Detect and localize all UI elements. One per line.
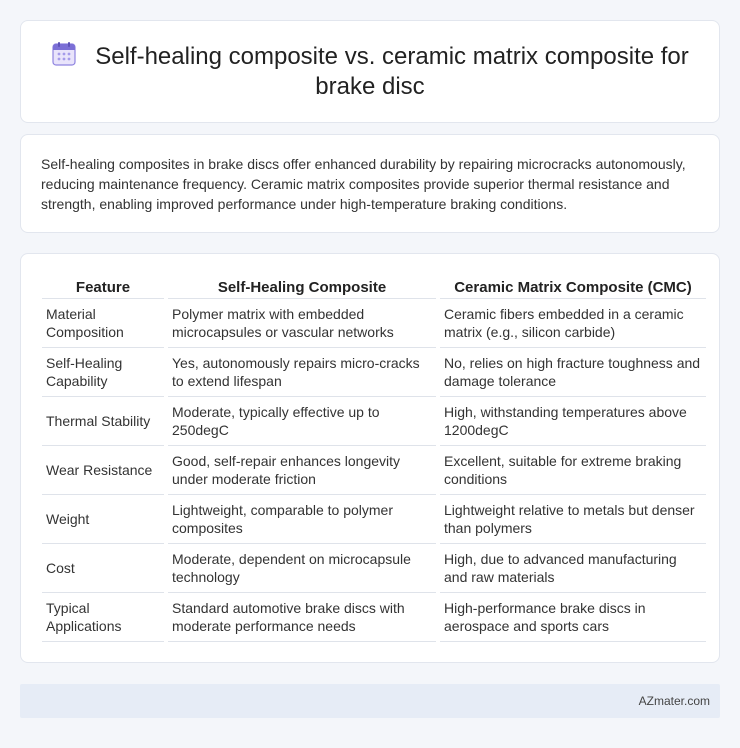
- page-title-text: Self-healing composite vs. ceramic matrix composite for brake disc: [95, 43, 689, 100]
- row-feature: Wear Resistance: [42, 446, 164, 495]
- calendar-icon: [51, 41, 77, 67]
- row-cmc: High, due to advanced manufacturing and raw materials: [440, 544, 706, 593]
- row-feature: Cost: [42, 544, 164, 593]
- footer-bar: [20, 684, 720, 718]
- row-cmc: No, relies on high fracture toughness and damage tolerance: [440, 348, 706, 397]
- page-title: [50, 41, 690, 102]
- table-row: [42, 446, 706, 495]
- row-cmc: High-performance brake discs in aerospace and sports cars: [440, 593, 706, 642]
- header-feature: Feature: [42, 274, 164, 299]
- table-row: [42, 593, 706, 642]
- row-self-healing: Polymer matrix with embedded microcapsules or vascular networks: [168, 299, 436, 348]
- summary-card: [20, 134, 720, 233]
- header-self-healing: Self-Healing Composite: [168, 274, 436, 299]
- row-cmc: Excellent, suitable for extreme braking conditions: [440, 446, 706, 495]
- row-self-healing: Standard automotive brake discs with moderate performance needs: [168, 593, 436, 642]
- table-row: [42, 544, 706, 593]
- table-row: [42, 495, 706, 544]
- summary-text: Self-healing composites in brake discs offer enhanced durability by repairing microcracks autonomously, reducing maintenance frequency. Ceramic matrix composites provide superior thermal resistance and strength, enabling improved performance under high-temperature braking conditions.: [41, 156, 686, 212]
- row-self-healing: Yes, autonomously repairs micro-cracks to extend lifespan: [168, 348, 436, 397]
- row-self-healing: Moderate, typically effective up to 250degC: [168, 397, 436, 446]
- table-header-row: [42, 274, 706, 299]
- footer-brand[interactable]: AZmater.com: [638, 694, 710, 708]
- header-cmc: Ceramic Matrix Composite (CMC): [440, 274, 706, 299]
- row-cmc: High, withstanding temperatures above 1200degC: [440, 397, 706, 446]
- row-feature: Typical Applications: [42, 593, 164, 642]
- row-feature: Material Composition: [42, 299, 164, 348]
- row-self-healing: Good, self-repair enhances longevity under moderate friction: [168, 446, 436, 495]
- row-feature: Thermal Stability: [42, 397, 164, 446]
- row-feature: Weight: [42, 495, 164, 544]
- row-feature: Self-Healing Capability: [42, 348, 164, 397]
- row-self-healing: Moderate, dependent on microcapsule technology: [168, 544, 436, 593]
- table-row: [42, 397, 706, 446]
- table-row: [42, 299, 706, 348]
- row-self-healing: Lightweight, comparable to polymer composites: [168, 495, 436, 544]
- comparison-table: [38, 274, 710, 642]
- row-cmc: Lightweight relative to metals but denser than polymers: [440, 495, 706, 544]
- title-card: [20, 20, 720, 123]
- row-cmc: Ceramic fibers embedded in a ceramic matrix (e.g., silicon carbide): [440, 299, 706, 348]
- table-row: [42, 348, 706, 397]
- comparison-table-card: [20, 253, 720, 663]
